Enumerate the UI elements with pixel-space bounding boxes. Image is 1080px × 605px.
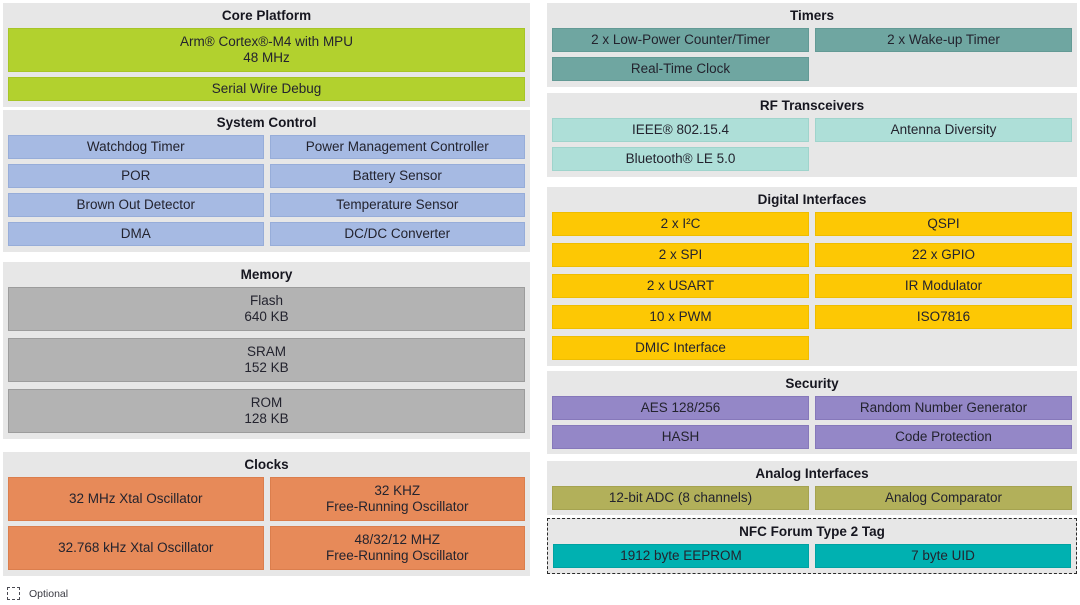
block-line: 48 MHz <box>243 50 290 65</box>
block-i2c: 2 x I²C <box>552 212 809 236</box>
block-random-number-generator: Random Number Generator <box>815 396 1072 420</box>
block-flash <box>8 287 525 331</box>
memory-grid <box>8 287 525 433</box>
block-line: Free-Running Oscillator <box>325 548 469 563</box>
section-rf-transceivers <box>547 93 1077 177</box>
block-aes: AES 128/256 <box>552 396 809 420</box>
section-title-rf-transceivers: RF Transceivers <box>759 98 865 113</box>
block-ir-modulator: IR Modulator <box>815 274 1072 298</box>
block-temperature-sensor: Temperature Sensor <box>270 193 526 217</box>
block-dmic-interface: DMIC Interface <box>552 336 809 360</box>
section-title-memory: Memory <box>240 267 293 282</box>
block-rom <box>8 389 525 433</box>
block-code-protection: Code Protection <box>815 425 1072 449</box>
section-title-digital-interfaces: Digital Interfaces <box>757 192 867 207</box>
analog-grid <box>552 486 1072 510</box>
block-12-bit-adc: 12-bit ADC (8 channels) <box>552 486 809 510</box>
block-bluetooth-le-5-0: Bluetooth® LE 5.0 <box>552 147 809 171</box>
block-dcdc-converter: DC/DC Converter <box>270 222 526 246</box>
block-hash: HASH <box>552 425 809 449</box>
block-real-time-clock: Real-Time Clock <box>552 57 809 81</box>
block-cortex-m4 <box>8 28 525 72</box>
legend-optional-label: Optional <box>29 587 69 600</box>
section-digital-interfaces <box>547 187 1077 366</box>
block-battery-sensor: Battery Sensor <box>270 164 526 188</box>
rf-grid <box>552 118 1072 171</box>
block-line: SRAM <box>246 344 286 359</box>
block-48-32-12mhz-free-running-oscillator <box>270 526 526 570</box>
section-title-analog-interfaces: Analog Interfaces <box>755 466 869 481</box>
block-power-management-controller: Power Management Controller <box>270 135 526 159</box>
block-uid: 7 byte UID <box>815 544 1071 568</box>
block-eeprom: 1912 byte EEPROM <box>553 544 809 568</box>
section-title-system-control: System Control <box>216 115 317 130</box>
nfc-grid <box>553 544 1071 568</box>
block-line: 48/32/12 MHZ <box>354 532 441 547</box>
section-title-clocks: Clocks <box>244 457 289 472</box>
block-analog-comparator: Analog Comparator <box>815 486 1072 510</box>
block-watchdog-timer: Watchdog Timer <box>8 135 264 159</box>
security-grid <box>552 396 1072 449</box>
section-nfc-forum-type-2-tag <box>547 518 1077 574</box>
block-por: POR <box>8 164 264 188</box>
block-gpio: 22 x GPIO <box>815 243 1072 267</box>
block-32768khz-xtal-oscillator: 32.768 kHz Xtal Oscillator <box>8 526 264 570</box>
block-spi: 2 x SPI <box>552 243 809 267</box>
block-sram <box>8 338 525 382</box>
block-iso7816: ISO7816 <box>815 305 1072 329</box>
section-title-core-platform: Core Platform <box>221 8 312 23</box>
block-line: 32 KHZ <box>374 483 421 498</box>
section-analog-interfaces <box>547 461 1077 515</box>
block-line: 128 KB <box>244 411 289 426</box>
block-pwm: 10 x PWM <box>552 305 809 329</box>
block-line: Free-Running Oscillator <box>325 499 469 514</box>
section-title-nfc: NFC Forum Type 2 Tag <box>739 524 885 539</box>
section-clocks <box>3 452 530 576</box>
digital-grid <box>552 212 1072 360</box>
system-control-grid <box>8 135 525 246</box>
block-line: 640 KB <box>244 309 289 324</box>
section-security <box>547 371 1077 454</box>
dashed-box-icon <box>7 587 20 600</box>
core-platform-grid <box>8 28 525 101</box>
block-wake-up-timer: 2 x Wake-up Timer <box>815 28 1072 52</box>
timers-grid <box>552 28 1072 81</box>
section-memory <box>3 262 530 439</box>
block-qspi: QSPI <box>815 212 1072 236</box>
legend-optional <box>7 587 68 600</box>
block-line: Flash <box>249 293 283 308</box>
block-32khz-free-running-oscillator <box>270 477 526 521</box>
block-usart: 2 x USART <box>552 274 809 298</box>
block-brown-out-detector: Brown Out Detector <box>8 193 264 217</box>
block-dma: DMA <box>8 222 264 246</box>
section-timers <box>547 3 1077 87</box>
block-low-power-counter-timer: 2 x Low-Power Counter/Timer <box>552 28 809 52</box>
section-title-timers: Timers <box>789 8 835 23</box>
block-line: 152 KB <box>244 360 289 375</box>
block-ieee-802-15-4: IEEE® 802.15.4 <box>552 118 809 142</box>
block-serial-wire-debug: Serial Wire Debug <box>8 77 525 101</box>
section-core-platform <box>3 3 530 107</box>
block-32mhz-xtal-oscillator: 32 MHz Xtal Oscillator <box>8 477 264 521</box>
section-title-security: Security <box>785 376 839 391</box>
section-system-control <box>3 110 530 252</box>
block-antenna-diversity: Antenna Diversity <box>815 118 1072 142</box>
block-line: ROM <box>250 395 283 410</box>
clocks-grid <box>8 477 525 570</box>
block-line: Arm® Cortex®-M4 with MPU <box>180 34 353 49</box>
